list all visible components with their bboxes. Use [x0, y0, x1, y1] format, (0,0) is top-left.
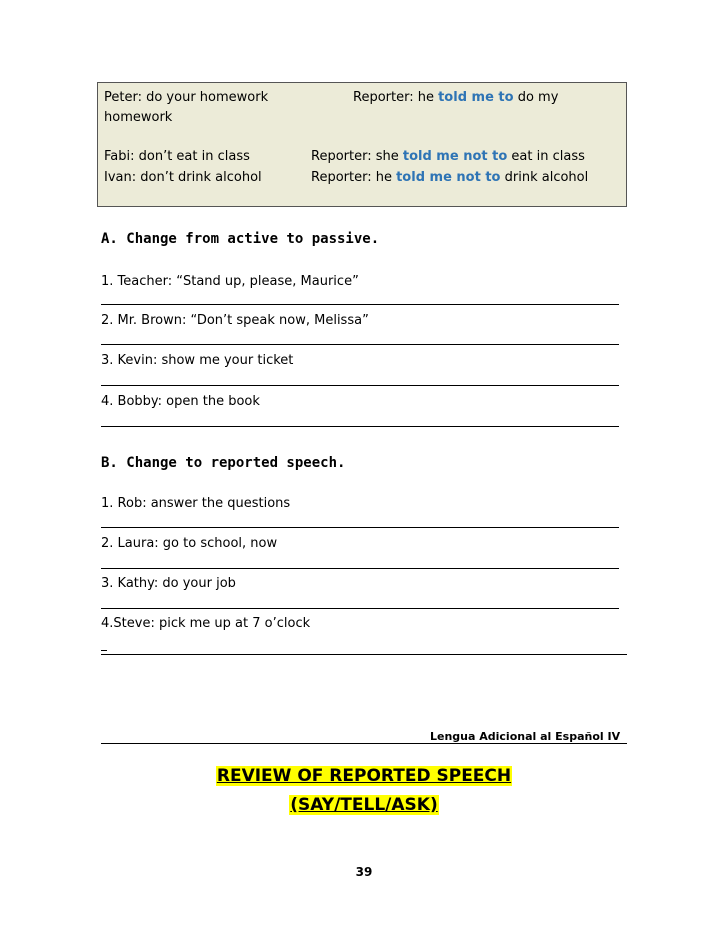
report-text: eat in class	[507, 149, 585, 164]
review-subtitle-text: (SAY/TELL/ASK)	[290, 795, 438, 815]
answer-line-stub	[101, 650, 107, 651]
highlight-phrase: told me not to	[396, 170, 501, 185]
section-b-item-3: 3. Kathy: do your job	[101, 576, 236, 591]
review-title	[0, 766, 728, 786]
section-a-item-4: 4. Bobby: open the book	[101, 394, 260, 409]
answer-line	[101, 527, 619, 528]
answer-line	[101, 385, 619, 386]
review-title-text: REVIEW OF REPORTED SPEECH	[216, 766, 512, 786]
section-a-item-1: 1. Teacher: “Stand up, please, Maurice”	[101, 274, 359, 289]
review-subtitle	[0, 795, 728, 815]
answer-line	[101, 654, 627, 655]
example-1-command: Peter: do your homework	[104, 90, 269, 105]
section-b-item-4: 4.Steve: pick me up at 7 o’clock	[101, 616, 311, 631]
answer-line	[101, 344, 619, 345]
section-b-item-2: 2. Laura: go to school, now	[101, 536, 278, 551]
example-2-report	[311, 149, 585, 164]
highlight-phrase: told me to	[438, 90, 514, 105]
section-a-item-2: 2. Mr. Brown: “Don’t speak now, Melissa”	[101, 313, 369, 328]
report-text: Reporter: she	[311, 149, 403, 164]
example-3-report	[311, 170, 588, 185]
footer-rule	[101, 743, 627, 744]
example-1-report	[353, 90, 558, 105]
answer-line	[101, 304, 619, 305]
example-1-command-cont: homework	[104, 110, 173, 125]
report-text: Reporter: he	[353, 90, 439, 105]
example-2-command: Fabi: don’t eat in class	[104, 149, 250, 164]
highlight-phrase: told me not to	[402, 149, 508, 164]
answer-line	[101, 426, 619, 427]
section-a-item-3: 3. Kevin: show me your ticket	[101, 353, 294, 368]
report-text: Reporter: he	[311, 170, 397, 185]
section-a-heading: A. Change from active to passive.	[101, 231, 380, 247]
answer-line	[101, 568, 619, 569]
course-name: Lengua Adicional al Español IV	[430, 730, 621, 743]
report-text: drink alcohol	[500, 170, 589, 185]
example-3-command: Ivan: don’t drink alcohol	[104, 170, 262, 185]
answer-line	[101, 608, 619, 609]
examples-box	[97, 82, 627, 207]
report-text: do my	[513, 90, 559, 105]
section-b-heading: B. Change to reported speech.	[101, 455, 346, 471]
page-number: 39	[355, 865, 373, 879]
section-b-item-1: 1. Rob: answer the questions	[101, 496, 291, 511]
